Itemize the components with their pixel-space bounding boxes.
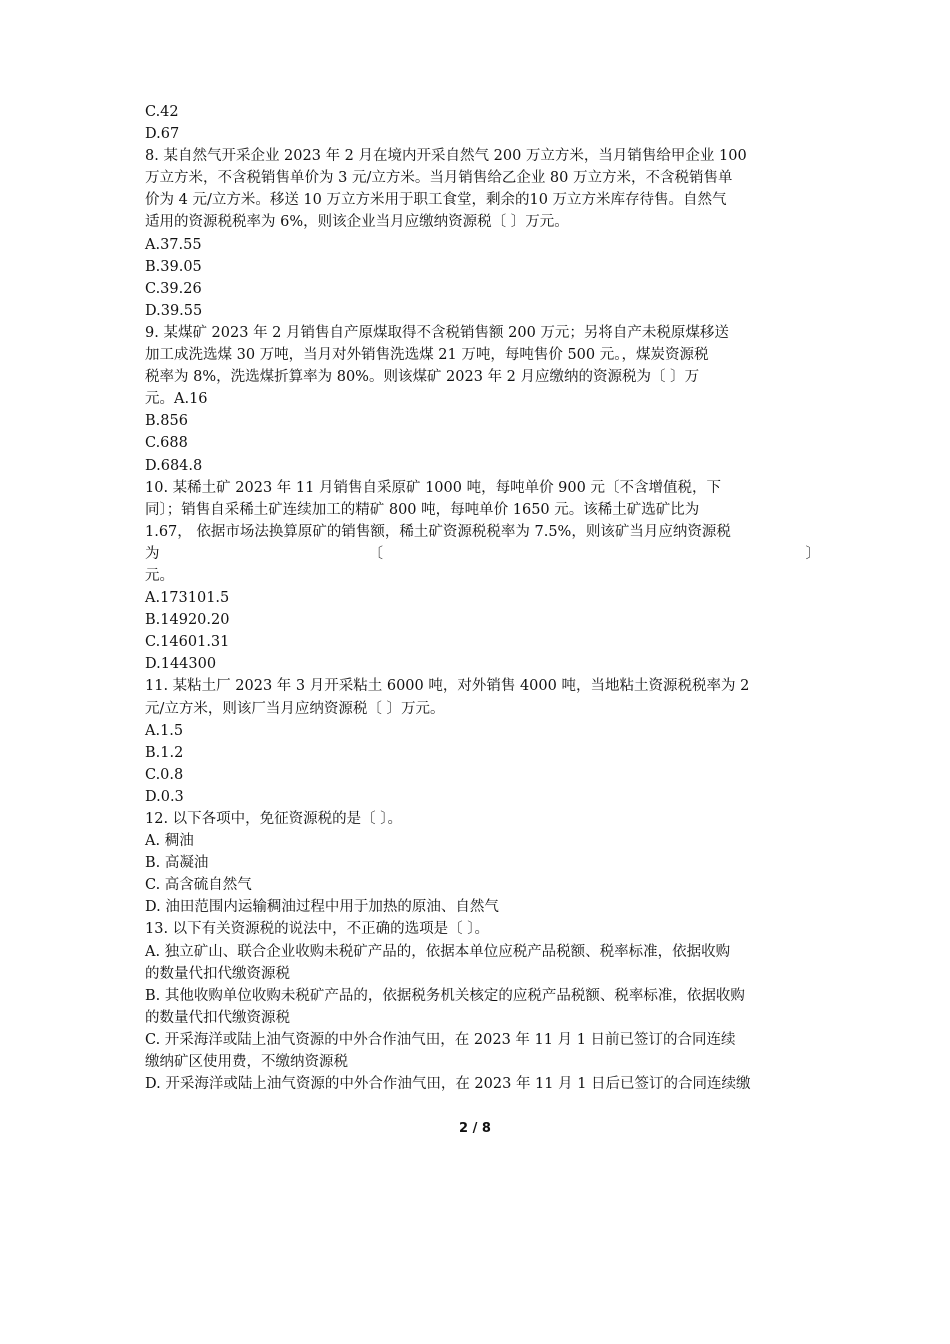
option-c: C.0.8 — [145, 766, 184, 783]
text-line: 元/立方米，则该厂当月应纳资源税〔 〕万元。 — [145, 700, 445, 717]
text-line: 元。 — [145, 567, 174, 584]
question-13: 13. 以下有关资源税的说法中，不正确的选项是〔 〕。 — [145, 921, 490, 938]
text-line: 元。A.16 — [145, 391, 208, 408]
text-line: D.67 — [145, 126, 180, 143]
question-9: 9. 某煤矿 2023 年 2 月销售自产原煤取得不含税销售额 200 万元；另将自产未税原煤移送 — [145, 324, 729, 341]
option-d: D.0.3 — [145, 788, 184, 805]
option-c: C. 开采海洋或陆上油气资源的中外合作油气田，在 2023 年 11 月 1 日前已签订的合同连续 — [145, 1031, 736, 1048]
option-c: C.39.26 — [145, 280, 202, 297]
option-a: A. 独立矿山、联合企业收购未税矿产品的，依据本单位应税产品税额、税率标准，依据收购 — [145, 943, 731, 960]
question-8: 8. 某自然气开采企业 2023 年 2 月在境内开采自然气 200 万立方米，当月销售给甲企业 100 — [145, 148, 747, 165]
option-b: B.1.2 — [145, 744, 184, 761]
text-line: 为〔 〕 — [145, 545, 820, 562]
text-line: 缴纳矿区使用费，不缴纳资源税 — [145, 1054, 348, 1071]
option-c: C. 高含硫自然气 — [145, 877, 252, 894]
option-b: B.856 — [145, 413, 188, 430]
option-c: C.688 — [145, 435, 188, 452]
option-b: B. 其他收购单位收购未税矿产品的，依据税务机关核定的应税产品税额、税率标准，依据收购 — [145, 987, 745, 1004]
text-line: 万立方米，不含税销售单价为 3 元/立方米。当月销售给乙企业 80 万立方米，不含税销售单 — [145, 170, 733, 187]
option-d: D.39.55 — [145, 302, 203, 319]
question-11: 11. 某粘土厂 2023 年 3 月开采粘土 6000 吨，对外销售 4000 吨，当地粘土资源税税率为 2 — [145, 678, 750, 695]
question-10: 10. 某稀土矿 2023 年 11 月销售自采原矿 1000 吨，每吨单价 900 元〔不含增值税，下 — [145, 479, 721, 496]
text-line: 加工成洗选煤 30 万吨，当月对外销售洗选煤 21 万吨，每吨售价 500 元。，煤炭资源税 — [145, 347, 709, 364]
option-d: D.684.8 — [145, 457, 203, 474]
option-a: A.173101.5 — [145, 590, 230, 607]
option-d: D. 开采海洋或陆上油气资源的中外合作油气田，在 2023 年 11 月 1 日后已签订的合同连续缴 — [145, 1076, 751, 1093]
text-line: 1.67， 依据市场法换算原矿的销售额，稀土矿资源税税率为 7.5%，则该矿当月应纳资源税 — [145, 523, 731, 540]
option-d: D.144300 — [145, 656, 217, 673]
option-a: A. 稠油 — [145, 833, 194, 850]
text-line: 同〕；销售自采稀土矿连续加工的精矿 800 吨，每吨单价 1650 元。该稀土矿选矿比为 — [145, 501, 700, 518]
text-line: 税率为 8%，洗选煤折算率为 80%。则该煤矿 2023 年 2 月应缴纳的资源税为〔 〕万 — [145, 369, 700, 386]
document-body — [145, 101, 820, 1095]
option-b: B.39.05 — [145, 258, 202, 275]
option-a: A.37.55 — [145, 236, 202, 253]
text-line: C.42 — [145, 104, 179, 120]
option-c: C.14601.31 — [145, 634, 230, 651]
page-number: 2 / 8 — [459, 1121, 491, 1136]
text-line: 的数量代扣代缴资源税 — [145, 1009, 290, 1026]
text-line: 的数量代扣代缴资源税 — [145, 965, 290, 982]
option-b: B. 高凝油 — [145, 855, 209, 872]
text-line: 适用的资源税税率为 6%，则该企业当月应缴纳资源税〔 〕万元。 — [145, 214, 569, 231]
text-line: 价为 4 元/立方米。移送 10 万立方米用于职工食堂，剩余的10 万立方米库存待售。自然气 — [145, 192, 727, 209]
option-d: D. 油田范围内运输稠油过程中用于加热的原油、自然气 — [145, 899, 499, 916]
option-a: A.1.5 — [145, 722, 184, 739]
question-12: 12. 以下各项中，免征资源税的是〔 〕。 — [145, 811, 403, 827]
option-b: B.14920.20 — [145, 612, 230, 629]
